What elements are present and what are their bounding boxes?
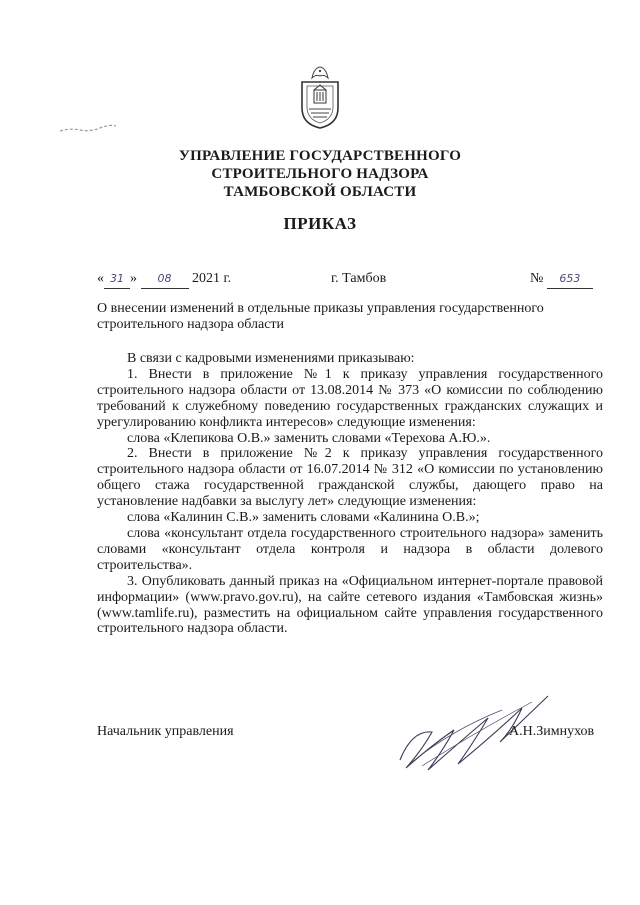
- date-year: 2021 г.: [192, 271, 232, 286]
- org-line-1: УПРАВЛЕНИЕ ГОСУДАРСТВЕННОГО: [178, 148, 462, 164]
- document-number: [530, 270, 593, 289]
- date-day: 31: [110, 272, 124, 285]
- body-paragraph: слова «Клепикова О.В.» заменить словами «Терехова А.Ю.».: [127, 430, 491, 446]
- org-line-3: ТАМБОВСКОЙ ОБЛАСТИ: [223, 184, 417, 200]
- document-city: г. Тамбов: [331, 271, 387, 286]
- number-label: №: [530, 271, 544, 286]
- document-date: [97, 270, 231, 289]
- body-paragraph: слова «Калинин С.В.» заменить словами «Калинина О.В.»;: [127, 510, 480, 526]
- date-close-quote: »: [130, 271, 137, 286]
- body-paragraph: 2. Внести в приложение №2 к приказу управления государственного строительного надзора области от 16.07.2014 № 312 «О комиссии по установлению общего стажа государственной гражданской службы, дающего право на установление надбавки за выслугу лет» следующие изменения:: [97, 446, 603, 510]
- org-line-2: СТРОИТЕЛЬНОГО НАДЗОРА: [211, 166, 429, 182]
- date-month: 08: [157, 272, 172, 285]
- date-open-quote: «: [97, 271, 104, 286]
- body-paragraph: 1. Внести в приложение №1 к приказу управления государственного строительного надзора области от 13.08.2014 № 373 «О комиссии по соблюдению требований к служебному поведению государственных гражданских служащих и урегулированию конфликта интересов» следующие изменения:: [97, 366, 603, 430]
- organization-name: [0, 147, 640, 201]
- coat-of-arms-icon: [299, 64, 341, 130]
- document-subject: О внесении изменений в отдельные приказы управления государственного строительного надзора области: [97, 301, 544, 332]
- scan-mark: [58, 122, 118, 136]
- body-paragraph: слова «консультант отдела государственного строительного надзора» заменить словами «консультант отдела контроля и надзора в области долевого строительства».: [97, 525, 603, 573]
- signatory-name: А.Н.Зимнухов: [509, 724, 595, 739]
- signatory-position: Начальник управления: [97, 724, 234, 739]
- body-paragraph: В связи с кадровыми изменениями приказываю:: [127, 351, 415, 366]
- body-paragraph: 3. Опубликовать данный приказ на «Официальном интернет-портале правовой информации» (www.pravo.gov.ru), на сайте сетевого издания «Тамбовская жизнь» (www.tamlife.ru), разместить на официальном сайте управления государственного строительного надзора области.: [97, 573, 603, 637]
- document-body: [97, 351, 603, 637]
- number-value: 653: [559, 272, 581, 285]
- document-title: ПРИКАЗ: [283, 214, 357, 233]
